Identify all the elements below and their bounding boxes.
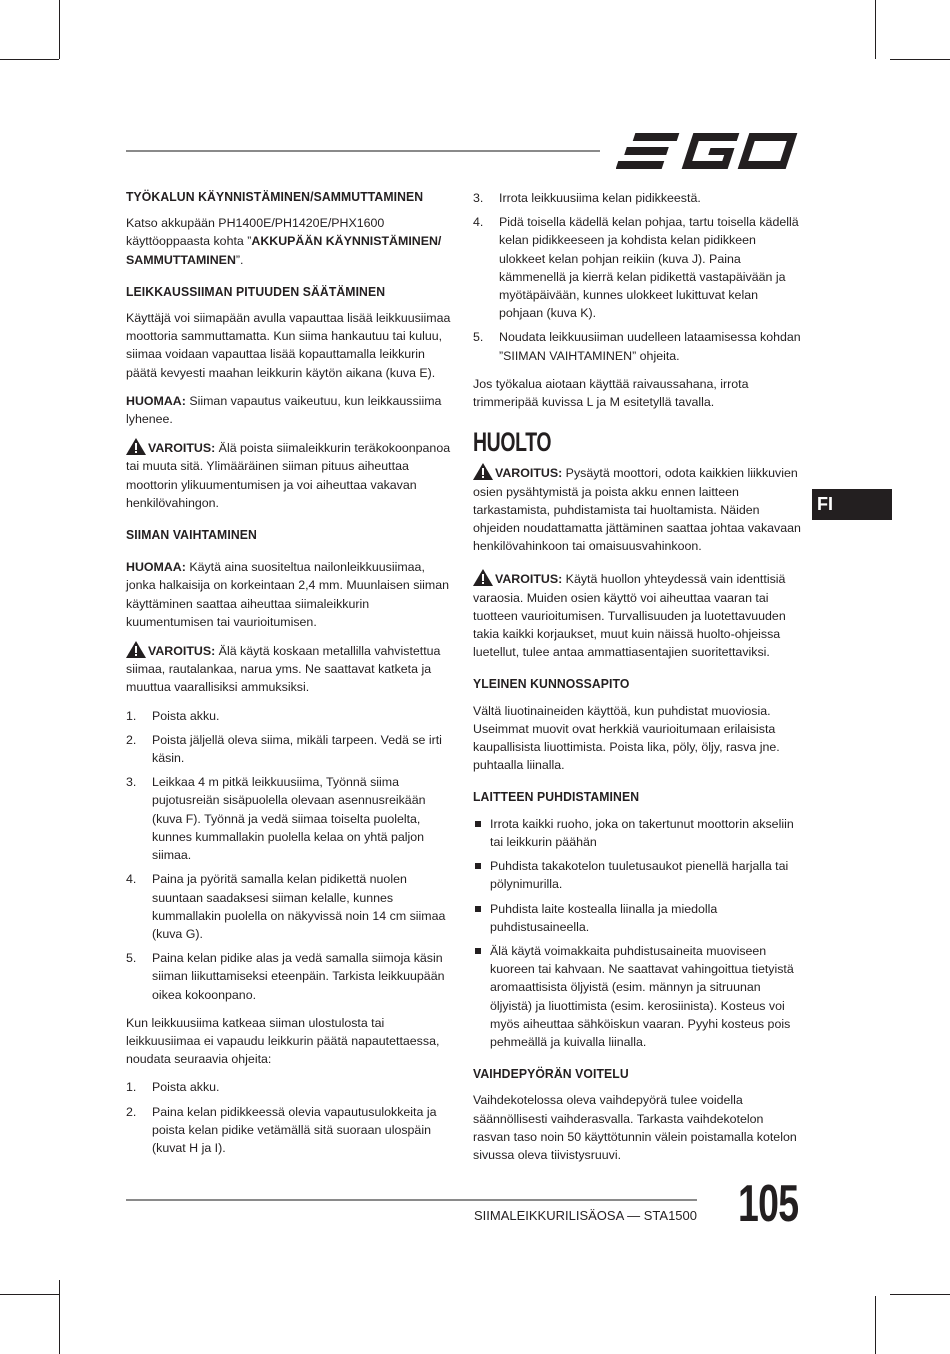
crop-mark [890, 59, 950, 60]
warning: VAROITUS: Pysäytä moottori, odota kaikkien liikkuvien osien pysähtymistä ja poista akku ennen laitteen tarkastamista, puhdistamista tai huoltamista. Näiden ohjeiden noudattamatta jättäminen saattaa johtaa vakavaan henkilövahinkoon tai omaisuusvahinkoon. [473, 463, 803, 555]
paragraph: Jos työkalua aiotaan käyttää raivaussahana, irrota trimmeripää kuvissa L ja M esitetyllä tavalla. [473, 376, 749, 410]
warning-icon [473, 569, 493, 586]
crop-mark [890, 1294, 950, 1295]
footer-rule [126, 1199, 697, 1201]
crop-mark [59, 0, 60, 59]
list-item: Älä käytä voimakkaita puhdistusaineita muoviseen kuoreen tai kahvaan. Ne saattavat vahingoittua tietyistä aromaattisista öljyistä (esim. männyn ja sitruunan öljyistä) ja liuottimista (esim. kerosiinista). Kosteus voi myös aiheuttaa sähköiskun vaaran. Pyyhi kosteus pois pehmeällä ja kuivalla liinalla. [473, 942, 803, 1051]
bullet-icon [475, 821, 481, 827]
note: HUOMAA: Käytä aina suositeltua nailonleikkuusiimaa, jonka halkaisija on korkeintaan 2,4 mm. Muunlaisen siiman käyttäminen saattaa aiheuttaa siimaleikkurin kuumentumisen tai vaurioitumisen. [126, 560, 450, 629]
crop-mark [875, 0, 876, 59]
list-item: 5. Noudata leikkuusiiman uudelleen lataamisessa kohdan ”SIIMAN VAIHTAMINEN” ohjeita. [473, 330, 801, 363]
paragraph: Vältä liuotinaineiden käyttöä, kun puhdistat muoviosia. Useimmat muovit ovat herkkiä vaurioitumaan erilaisista kaupallisista liuottimista. Poista lika, pöly, öljy, rasva jne. puhtaalla liinalla. [473, 703, 780, 773]
list-item: 3. Leikkaa 4 m pitkä leikkuusiima, Työnnä siima pujotusreiän sisäpuolella olevaan asennusreikään (kuva F). Työnnä ja vedä siimaa toiselta puolelta, kunnes kummallakin puolella kelaa on yhtä paljon siimaa. [126, 775, 426, 863]
note: HUOMAA: Siiman vapautus vaikeutuu, kun leikkaussiima lyhenee. [126, 393, 442, 427]
section-heading: LAITTEEN PUHDISTAMINEN [473, 789, 640, 805]
language-tab: FI [812, 489, 892, 520]
list-item: 2. Poista jäljellä oleva siima, mikäli tarpeen. Vedä se irti käsin. [126, 732, 442, 766]
list-item: 4. Pidä toisella kädellä kelan pohjaa, tartu toisella kädellä kelan pidikkeeseen ja kohdista kelan pidikkeen ulokkeet kelan pohjan reikiin (kuva J). Paina kämmenellä ja kierrä kelan pidikettä vastapäivään ja myötäpäivään, kunnes ulokkeet lukittuvat kelan pohjaan (kuva K). [473, 215, 799, 321]
list-item: 2. Paina kelan pidikkeessä olevia vapautusulokkeita ja poista kelan pidike vetämällä sitä suoraan ulospäin (kuvat H ja I). [126, 1104, 437, 1155]
paragraph: Käyttäjä voi siimapään avulla vapauttaa lisää leikkuusiimaa moottoria sammuttamatta. Kun siima hankautuu tai kuluu, siimaa voidaan vapauttaa lisää kopauttamalla leikkurin päätä kevyesti maahan leikkurin käytön aikana (kuva E). [126, 311, 451, 380]
section-heading: SIIMAN VAIHTAMINEN [126, 527, 257, 543]
right-column [473, 189, 803, 1174]
warning-icon [126, 438, 146, 455]
list-item: Puhdista laite kostealla liinalla ja miedolla puhdistusaineella. [473, 900, 803, 936]
paragraph: Kun leikkuusiima katkeaa siiman ulostulosta tai leikkuusiimaa ei vapaudu leikkurin päätä napautettaessa, noudata seuraavia ohjeita: [126, 1015, 440, 1067]
footer-text: SIIMALEIKKURILISÄOSA — STA1500 [473, 1208, 697, 1223]
crop-mark [0, 1294, 59, 1295]
section-heading: LEIKKAUSSIIMAN PITUUDEN SÄÄTÄMINEN [126, 283, 386, 299]
steps-list [473, 189, 803, 365]
paragraph: Katso akkupään PH1400E/PH1420E/PHX1600 käyttöoppaasta kohta ”AKKUPÄÄN KÄYNNISTÄMINEN/ SAMMUTTAMINEN”. [126, 216, 442, 267]
header-rule [126, 150, 600, 152]
paragraph: Vaihdekotelossa oleva vaihdepyörä tulee voidella säännöllisesti vaihderasvalla. Tarkasta vaihdekotelon rasvan taso noin 50 käyttötunnin välein poistamalla kotelon sivussa oleva tiivistysruuvi. [473, 1093, 797, 1162]
section-heading: YLEINEN KUNNOSSAPITO [473, 676, 630, 692]
section-heading: TYÖKALUN KÄYNNISTÄMINEN/SAMMUTTAMINEN [126, 189, 424, 204]
warning: VAROITUS: Älä käytä koskaan metallilla vahvistettua siimaa, rautalankaa, narua yms. Ne saattavat katketa ja muuttua vaarallisiksi ammuksiksi. [126, 641, 454, 697]
steps-list [126, 707, 454, 1004]
list-item: 3. Irrota leikkuusiima kelan pidikkeestä. [473, 191, 701, 205]
bullet-list [473, 815, 803, 1051]
warning-icon [126, 641, 146, 658]
left-column [126, 188, 454, 1167]
list-item: 1. Poista akku. [126, 708, 220, 723]
section-heading: VAIHDEPYÖRÄN VOITELU [473, 1066, 629, 1082]
list-item: 1. Poista akku. [126, 1080, 220, 1095]
list-item: 4. Paina ja pyöritä samalla kelan pidikettä nuolen suuntaan saadaksesi siiman kelalle, kunnes kummallakin puolella on näkyvissä noin 14 cm siimaa (kuva G). [126, 872, 446, 941]
ego-logo [616, 131, 800, 171]
bullet-icon [475, 948, 481, 954]
warning: VAROITUS: Käytä huollon yhteydessä vain identtisiä varaosia. Muiden osien käyttö voi aiheuttaa vaaran tai tuotteen vaurioitumisen. Turvallisuuden ja luotettavuuden takia kaikki korjaukset, muut kuin näissä huolto-ohjeissa luetellut, tulee antaa ammattiasentajien suoritettaviksi. [473, 569, 803, 661]
bullet-icon [475, 863, 481, 869]
crop-mark [875, 1296, 876, 1354]
list-item: Irrota kaikki ruoho, joka on takertunut moottorin akseliin tai leikkurin päähän [473, 815, 803, 851]
chapter-title: HUOLTO [473, 427, 552, 458]
list-item: 5. Paina kelan pidike alas ja vedä samalla siimoja käsin siiman liikuttamiseksi eteenpäin. Tarkista leikkuupään oikea kokoonpano. [126, 951, 445, 1002]
bullet-icon [475, 906, 481, 912]
crop-mark [0, 59, 59, 60]
steps-list [126, 1078, 454, 1157]
warning-icon [473, 463, 493, 480]
list-item: Puhdista takakotelon tuuletusaukot pienellä harjalla tai pölynimurilla. [473, 857, 803, 893]
page-number: 105 [738, 1175, 799, 1233]
warning: VAROITUS: Älä poista siimaleikkurin teräkokoonpanoa tai muuta sitä. Ylimääräinen siiman pituus aiheuttaa moottorin ylikuumentumisen ja voi aiheuttaa vakavan henkilövahingon. [126, 438, 454, 512]
crop-mark [59, 1280, 60, 1354]
